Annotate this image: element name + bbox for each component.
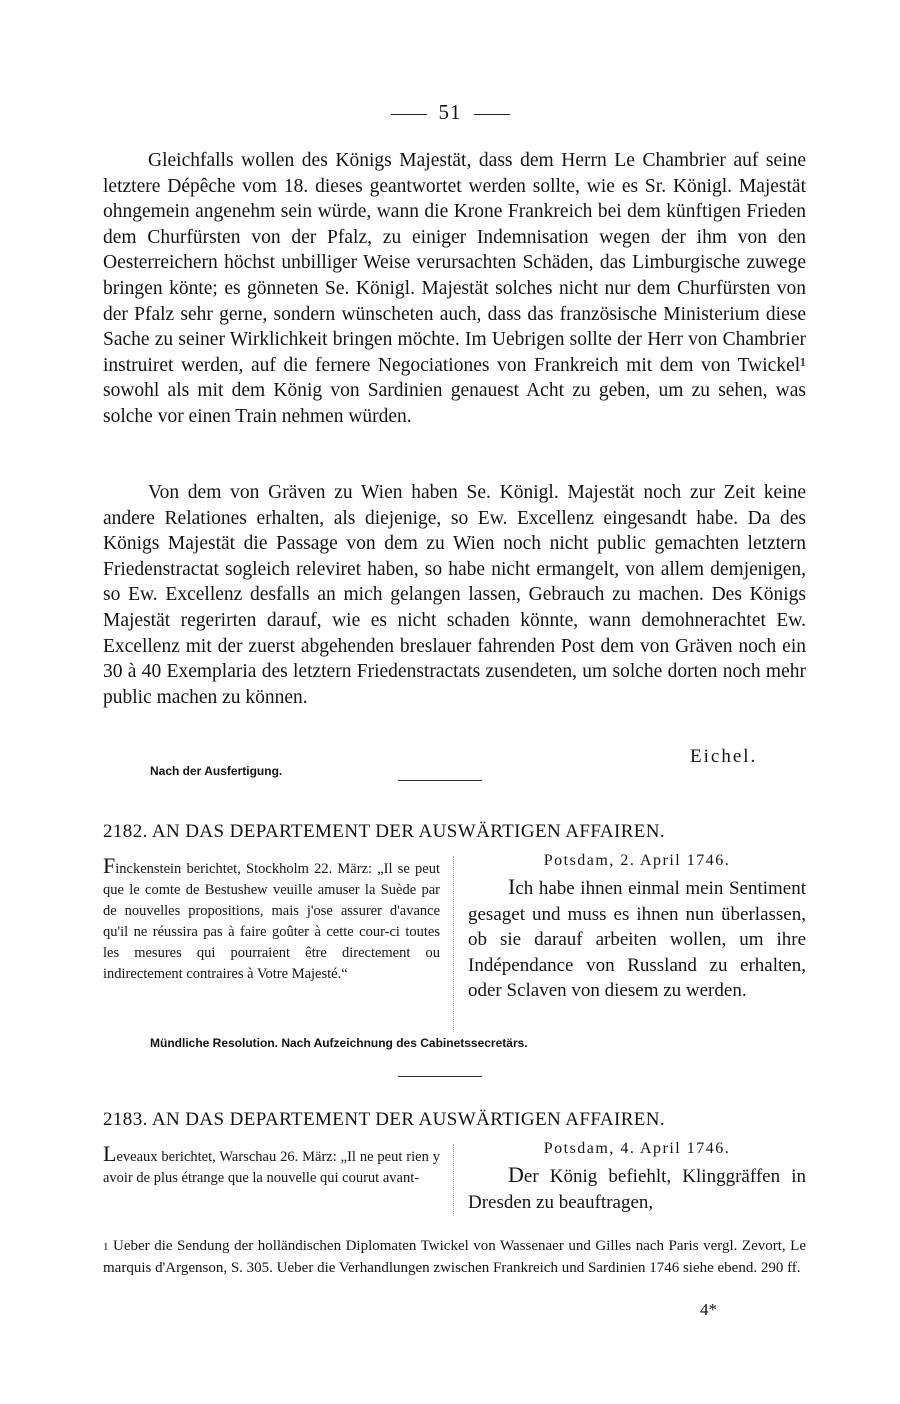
- resolution-note: Mündliche Resolution. Nach Aufzeichnung des Cabinetssecretärs.: [150, 1036, 528, 1050]
- letter-heading-2183: 2183. AN DAS DEPARTEMENT DER AUSWÄRTIGEN AFFAIREN.: [103, 1109, 666, 1130]
- column-separator: [453, 1144, 454, 1216]
- signature: Eichel.: [690, 746, 758, 767]
- body-paragraph-1: [103, 148, 806, 430]
- letter-2183-body-initial: D: [508, 1162, 524, 1187]
- source-note: Nach der Ausfertigung.: [150, 764, 283, 778]
- page-number-dash-right: [474, 114, 510, 115]
- page-number-dash-left: [391, 114, 427, 115]
- body-paragraph-2-text: Von dem von Gräven zu Wien haben Se. Königl. Majestät noch zur Zeit keine andere Relationes erhalten, als diejenige, so Ew. Excellenz eingesandt habe. Da des Königs Majestät die Passage von dem zu Wien noch nicht public gemachten letztern Friedenstractat sogleich releviret haben, so habe nicht ermangelt, von allem demjenigen, so Ew. Excellenz desfalls an mich gelangen lassen, Gebrauch zu machen. Des Königs Majestät regerirten darauf, wie es nicht schaden könnte, wann demohnerachtet Ew. Excellenz mit der zuerst abgehenden breslauer fahrenden Post dem von Gräven noch ein 30 à 40 Exemplaria des letztern Friedenstractats zusendeten, um solche dorten noch mehr public machen zu können.: [103, 482, 806, 708]
- section-divider: [398, 1076, 482, 1077]
- letter-2183-date: Potsdam, 4. April 1746.: [543, 1140, 731, 1157]
- letter-2182-summary-text: inckenstein berichtet, Stockholm 22. März: „Il se peut que le comte de Bestushew veuille amuser la Suède par de nouvelles propositions, mais j'ose assurer d'avance qu'il ne réussira pas à faire goûter à cette cour-ci toutes les mesures qui pourraient être directement ou indirectement contraires à Votre Majesté.“: [103, 861, 440, 982]
- footnote-mark: 1: [103, 1241, 109, 1253]
- letter-2183-body-block: [468, 1162, 806, 1215]
- section-divider: [398, 780, 482, 781]
- letter-2183-summary-text: eveaux berichtet, Warschau 26. März: „Il ne peut rien y avoir de plus étrange que la nouvelle qui courut avant-: [103, 1149, 440, 1186]
- footnote-text: Ueber die Sendung der holländischen Diplomaten Twickel von Wassenaer und Gilles nach Paris vergl. Zevort, Le marquis d'Argenson, S. 305. Ueber die Verhandlungen zwischen Frankreich und Sardinien 1746 siehe ebend. 290 ff.: [103, 1238, 806, 1276]
- letter-2182-body-initial: I: [508, 874, 516, 899]
- letter-2182-body-block: [468, 874, 806, 1004]
- letter-2183-summary-initial: L: [103, 1141, 117, 1166]
- letter-2183-summary: [103, 1141, 440, 1189]
- column-separator: [453, 856, 454, 1032]
- body-paragraph-1-text: Gleichfalls wollen des Königs Majestät, dass dem Herrn Le Chambrier auf seine letztere Dépêche vom 18. dieses geantwortet werden sollte, wie es Sr. Königl. Majestät ohngemein angenehm sein würde, wann die Krone Frankreich bei dem künftigen Frieden dem Churfürsten von der Pfalz, zu einiger Indemnisation wegen der ihm von den Oesterreichern höchst unbilliger Weise verursachten Schäden, das Limburgische zuwege bringen könte; es gönneten Se. Königl. Majestät solches nicht nur dem Churfürsten von der Pfalz sehr gerne, sondern wünscheten auch, dass das französische Ministerium diese Sache zu seiner Wirklichkeit bringen möchte. Im Uebrigen sollte der Herr von Chambrier instruiret werden, auf die fernere Negociationes von Frankreich mit dem von Twickel¹ sowohl als mit dem König von Sardinien genauest Acht zu geben, um zu sehen, was solche vor einen Train nehmen würden.: [103, 150, 806, 427]
- letter-2182-body-text: ch habe ihnen einmal mein Sentiment gesaget und muss es ihnen nun überlassen, ob sie darauf arbeiten wollen, um ihre Indépendance von Russland zu erhalten, oder Sclaven von diesem zu werden.: [468, 878, 806, 1002]
- letter-2183-body-text: er König befiehlt, Klinggräffen in Dresden zu beauftragen,: [468, 1166, 806, 1213]
- letter-2182-summary-initial: F: [103, 853, 116, 878]
- letter-2182-summary: [103, 853, 440, 985]
- footnote: [103, 1236, 806, 1279]
- letter-2182-date: Potsdam, 2. April 1746.: [543, 852, 731, 869]
- letter-heading-2182: 2182. AN DAS DEPARTEMENT DER AUSWÄRTIGEN AFFAIREN.: [103, 821, 666, 842]
- letter-2182-body: [468, 850, 806, 1004]
- letter-2183-body: [468, 1138, 806, 1215]
- page-number-value: 51: [438, 100, 462, 124]
- sheet-signature: 4*: [700, 1300, 717, 1319]
- page-number: [0, 100, 900, 125]
- body-paragraph-2: [103, 480, 806, 710]
